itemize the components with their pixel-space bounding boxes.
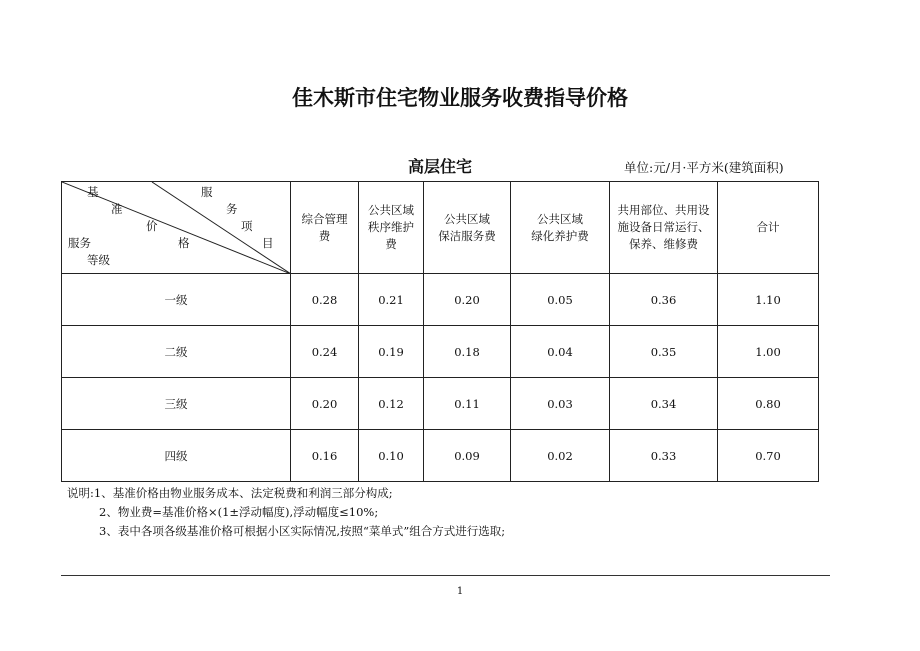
corner-char-ge: 格	[178, 236, 190, 250]
total-cell: 1.00	[718, 326, 819, 378]
value-cell: 0.11	[424, 378, 511, 430]
corner-char-wu: 务	[226, 202, 238, 216]
grade-cell: 三级	[62, 378, 291, 430]
value-cell: 0.21	[359, 274, 424, 326]
corner-char-zhun: 准	[111, 202, 123, 216]
note-line: 3、表中各项各级基准价格可根据小区实际情况,按照“菜单式”组合方式进行选取;	[99, 524, 506, 538]
note-line: 说明:1、基准价格由物业服务成本、法定税费和利润三部分构成;	[67, 486, 393, 500]
col-header-total: 合计	[718, 182, 819, 274]
note-line: 2、物业费=基准价格×(1±浮动幅度),浮动幅度≤10%;	[99, 505, 379, 519]
total-cell: 0.80	[718, 378, 819, 430]
grade-cell: 一级	[62, 274, 291, 326]
value-cell: 0.28	[291, 274, 359, 326]
col-header-order: 公共区域 秩序维护 费	[359, 182, 424, 274]
table-row	[62, 430, 819, 482]
table-subtitle: 高层住宅	[407, 157, 472, 176]
value-cell: 0.34	[610, 378, 718, 430]
grade-cell: 二级	[62, 326, 291, 378]
value-cell: 0.18	[424, 326, 511, 378]
footer-rule	[61, 575, 830, 576]
value-cell: 0.16	[291, 430, 359, 482]
total-cell: 0.70	[718, 430, 819, 482]
table-row	[62, 326, 819, 378]
grade-cell: 四级	[62, 430, 291, 482]
col-header-greening: 公共区域 绿化养护费	[511, 182, 610, 274]
value-cell: 0.20	[291, 378, 359, 430]
corner-char-mu: 目	[262, 236, 274, 250]
value-cell: 0.20	[424, 274, 511, 326]
corner-label-service: 服务	[68, 236, 91, 250]
value-cell: 0.10	[359, 430, 424, 482]
fee-table	[61, 181, 819, 482]
value-cell: 0.05	[511, 274, 610, 326]
notes	[67, 484, 505, 541]
value-cell: 0.24	[291, 326, 359, 378]
value-cell: 0.19	[359, 326, 424, 378]
unit-label: 单位:元/月·平方米(建筑面积)	[624, 160, 784, 175]
total-cell: 1.10	[718, 274, 819, 326]
table-row	[62, 274, 819, 326]
col-header-maintenance: 共用部位、共用设 施设备日常运行、 保养、维修费	[610, 182, 718, 274]
value-cell: 0.09	[424, 430, 511, 482]
header-row	[62, 182, 819, 274]
col-header-management: 综合管理 费	[291, 182, 359, 274]
value-cell: 0.03	[511, 378, 610, 430]
corner-char-ji: 基	[87, 185, 99, 199]
value-cell: 0.35	[610, 326, 718, 378]
value-cell: 0.02	[511, 430, 610, 482]
value-cell: 0.33	[610, 430, 718, 482]
value-cell: 0.36	[610, 274, 718, 326]
value-cell: 0.12	[359, 378, 424, 430]
corner-char-jia: 价	[146, 219, 158, 233]
diagonal-corner-cell	[62, 182, 291, 274]
value-cell: 0.04	[511, 326, 610, 378]
corner-char-xiang: 项	[241, 219, 253, 233]
page-number: 1	[456, 586, 464, 597]
table-row	[62, 378, 819, 430]
document-title: 佳木斯市住宅物业服务收费指导价格	[292, 86, 628, 110]
corner-label-grade: 等级	[87, 253, 110, 267]
col-header-cleaning: 公共区域 保洁服务费	[424, 182, 511, 274]
corner-char-fu: 服	[201, 185, 213, 199]
